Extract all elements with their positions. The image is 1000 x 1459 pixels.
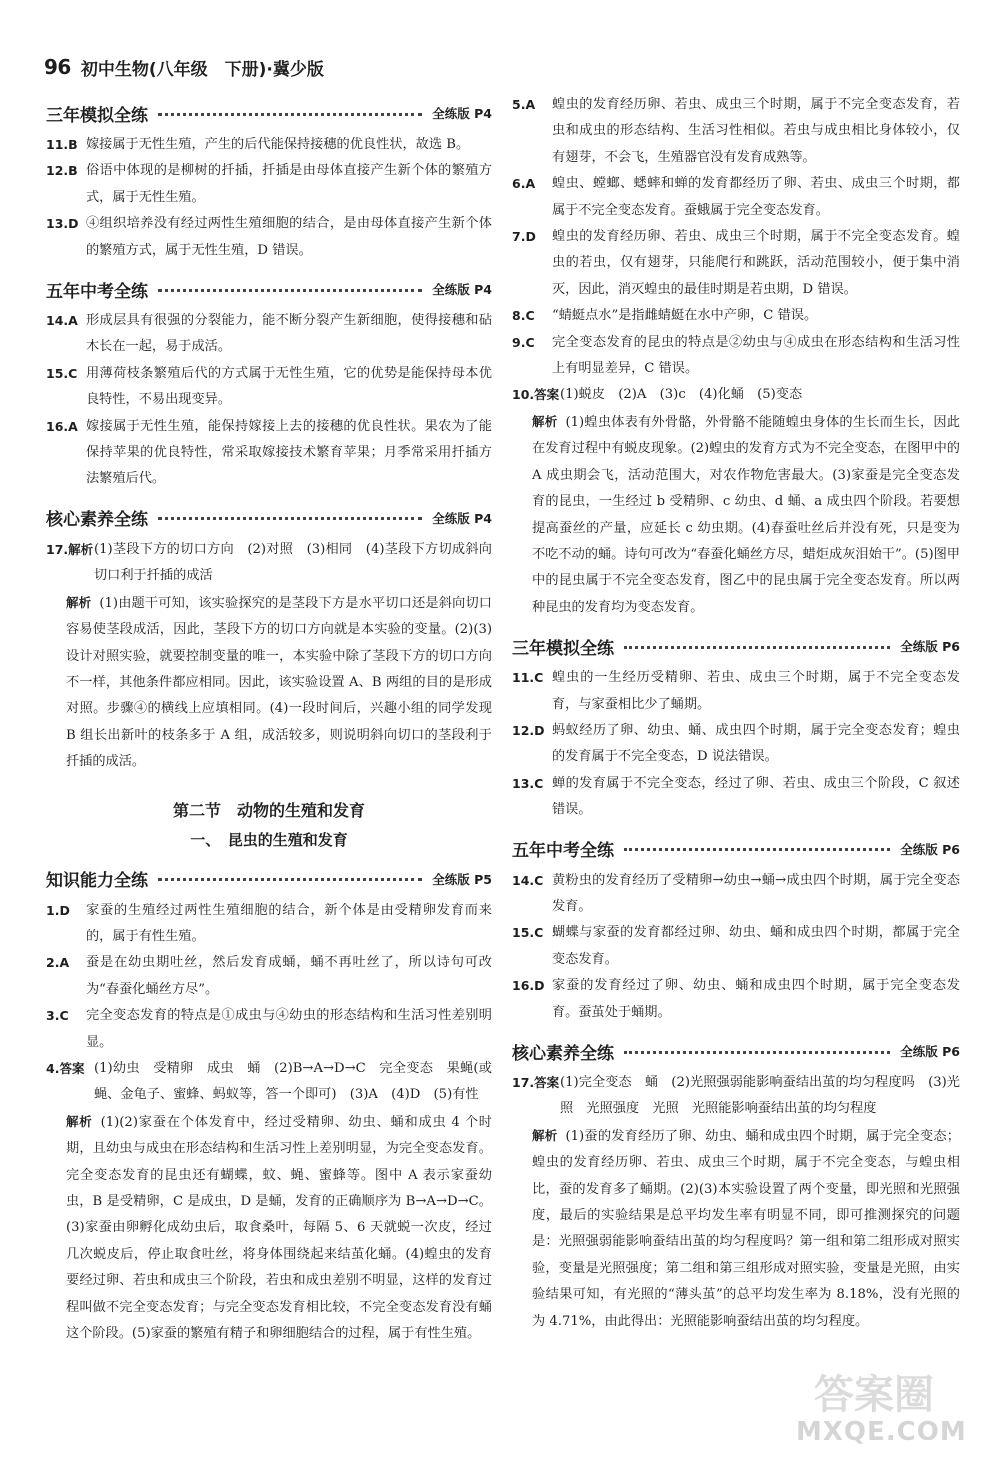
answer-item — [512, 92, 960, 171]
answer-item — [512, 868, 960, 921]
answer-item — [46, 537, 492, 590]
answer-item — [512, 330, 960, 383]
answer-text: 蝗虫的发育经历卵、若虫、成虫三个时期，属于不完全变态发育。蝗虫的若虫，仅有翅芽，只能爬行和跳跃，活动范围较小，便于集中消灭，因此，消灭蝗虫的最佳时期是若虫期，D 错误。 — [552, 229, 960, 297]
answer-text: (1)完全变态 蛹 (2)光照强弱能影响蚕结出茧的均匀程度吗 (3)光照 光照强度 光照 光照能影响蚕结出茧的均匀程度 — [560, 1075, 960, 1117]
analysis-label: 解析 — [66, 1113, 93, 1129]
chapter-title: 第二节 动物的生殖和发育 — [172, 800, 365, 820]
dotted-leader — [158, 878, 422, 881]
book-title: 初中生物(八年级 下册)·冀少版 — [80, 59, 324, 80]
answer-text: 用薄荷枝条繁殖后代的方式属于无性生殖，它的优势是能保持母本优良特性，不易出现变异。 — [86, 365, 492, 408]
dotted-leader — [624, 1051, 890, 1054]
analysis-text: (1)蚕的发育经历了卵、幼虫、蛹和成虫四个时期，属于完全变态；蝗虫的发育经历卵、若虫、成虫三个时期，属于不完全变态，与蝗虫相比，蚕的发育多了蛹期。(2)(3)本实验设置了两个变量，即光照和光照强度，最后的实验结果是总平均发生率有明显不同，即可推测探究的问题是：光照强弱能影响蚕结出茧的均匀程度吗？第一组和第二组形成对照实验，变量是光照强度；第二组和第三组形成对照实验，变量是光照，由实验结果可知，有光照的“薄头茧”的总平均发生率为 8.18%，没有光照的为 4.71%，由此得出：光照能影响蚕结出茧的均匀程度。 — [532, 1128, 960, 1329]
answer-text: 俗语中体现的是柳树的扦插，扦插是由母体直接产生新个体的繁殖方式，属于无性生殖。 — [86, 163, 492, 205]
answer-item — [46, 1003, 492, 1056]
answer-label: 16.A — [46, 418, 78, 434]
answer-label: 13.C — [512, 775, 544, 791]
section-page-tag: 全练版 P5 — [432, 871, 492, 887]
section-page-tag: 全练版 P6 — [900, 841, 960, 857]
answer-text: 家蚕的生殖经过两性生殖细胞的结合，新个体是由受精卵发育而来的，属于有性生殖。 — [86, 902, 492, 944]
section-page-tag: 全练版 P6 — [900, 1044, 960, 1059]
answer-text: 蝴蝶与家蚕的发育都经过卵、幼虫、蛹和成虫四个时期，都属于完全变态发育。 — [552, 925, 960, 967]
answer-item — [46, 950, 492, 1003]
section-title: 核心素养全练 — [46, 510, 148, 531]
answer-label: 16.D — [512, 978, 545, 994]
analysis-block — [46, 590, 492, 776]
answer-label: 5.A — [512, 97, 536, 112]
watermark-url: MXQE.COM — [796, 1417, 967, 1447]
answer-label: 6.A — [512, 176, 536, 192]
answer-text: 形成层具有很强的分裂能力，能不断分裂产生新细胞，使得接穗和砧木长在一起，易于成活。 — [86, 313, 492, 355]
watermark-logo — [796, 1363, 986, 1451]
answer-item — [512, 171, 960, 224]
answer-label: 15.C — [512, 925, 544, 941]
answer-item — [512, 973, 960, 1026]
dotted-leader — [624, 646, 890, 649]
answer-item — [512, 665, 960, 718]
answer-item — [46, 308, 492, 361]
answer-label: 17.解析 — [46, 541, 94, 557]
right-column — [512, 92, 960, 1335]
watermark-cn: 答案圈 — [814, 1372, 934, 1418]
analysis-label: 解析 — [532, 413, 558, 429]
answer-text: 完全变态发育的特点是①成虫与④幼虫的形态结构和生活习性差别明显。 — [86, 1008, 492, 1050]
answer-item — [512, 771, 960, 824]
section-title: 五年中考全练 — [512, 841, 614, 862]
section-header — [46, 274, 492, 304]
answer-label: 3.C — [46, 1008, 69, 1024]
answer-label: 17.答案 — [512, 1075, 560, 1090]
section-page-tag: 全练版 P6 — [900, 639, 960, 655]
answer-label: 10.答案 — [512, 387, 560, 403]
analysis-text: (1)蝗虫体表有外骨骼，外骨骼不能随蝗虫身体的生长而生长，因此在发育过程中有蜕皮现象。(2)蝗虫的发育方式为不完全变态，在图甲中的 A 成虫期会飞，活动范围大，对农作物危害最大。(3)家蚕是完全变态发育的昆虫，一生经过 b 受精卵、c 幼虫、d 蛹、a 成虫四个阶段。若要想提高蚕丝的产量，应延长 c 幼虫期。(4)春蚕吐丝后并没有死，只是变为不吃不动的蛹。诗句可改为“春蚕化蛹丝方尽，蜡炬成灰泪始干”。(5)图甲中的昆虫属于不完全变态发育，图乙中的昆虫属于完全变态发育。所以两种昆虫的发育均为变态发育。 — [532, 414, 960, 615]
answer-text: (1)幼虫 受精卵 成虫 蛹 (2)B→A→D→C 完全变态 果蝇(或蝇、金龟子、蜜蜂、蚂蚁等，答一个即可) (3)A (4)D (5)有性 — [94, 1060, 492, 1103]
answer-label: 1.D — [46, 902, 70, 918]
section-page-tag: 全练版 P4 — [432, 510, 492, 526]
section-page-tag: 全练版 P4 — [432, 106, 492, 121]
section-page-tag: 全练版 P4 — [432, 282, 492, 298]
section-header — [512, 631, 960, 661]
section-header — [46, 864, 492, 894]
page-header — [44, 52, 444, 82]
answer-item — [46, 158, 492, 211]
page-number: 96 — [44, 55, 71, 79]
analysis-text: (1)由题干可知，该实验探究的是茎段下方是水平切口还是斜向切口容易使茎段成活，因此，茎段下方的切口方向就是本实验的变量。(2)(3)设计对照实验，就要控制变量的唯一，本实验中除了茎段下方的切口方向不一样，其他条件都应相同。因此，该实验设置 A、B 两组的目的是形成对照。步骤④的横线上应填相同。(4)一段时间后，兴趣小组的同学发现 B 组长出新叶的枝条多于 A 组，成活较多，则说明斜向切口的茎段利于扦插的成活。 — [66, 595, 492, 770]
section-header — [46, 98, 492, 128]
answer-text: 蝗虫的一生经历受精卵、若虫、成虫三个时期，属于不完全变态发育，与家蚕相比少了蛹期。 — [552, 670, 960, 712]
dotted-leader — [624, 848, 890, 851]
answer-text: (1)蜕皮 (2)A (3)c (4)化蛹 (5)变态 — [560, 387, 803, 403]
answer-label: 14.A — [46, 313, 78, 329]
answer-label: 11.B — [46, 137, 78, 152]
answer-text: 蚂蚁经历了卵、幼虫、蛹、成虫四个时期，属于完全变态发育；蝗虫的发育属于不完全变态，D 说法错误。 — [552, 722, 960, 765]
answer-text: 完全变态发育的昆虫的特点是②幼虫与④成虫在形态结构和生活习性上有明显差异，C 错误。 — [552, 334, 960, 377]
answer-text: ④组织培养没有经过两性生殖细胞的结合，是由母体直接产生新个体的繁殖方式，属于无性生殖，D 错误。 — [86, 216, 492, 258]
answer-item — [46, 211, 492, 264]
section-title: 核心素养全练 — [512, 1043, 614, 1064]
answer-text: “蜻蜓点水”是指雌蜻蜓在水中产卵，C 错误。 — [552, 308, 818, 324]
answer-text: 家蚕的发育经过了卵、幼虫、蛹和成虫四个时期，属于完全变态发育。蚕茧处于蛹期。 — [552, 978, 960, 1020]
answer-text: 嫁接属于无性生殖，能保持嫁接上去的接穗的优良性状。果农为了能保持苹果的优良特性，常采取嫁接技术繁育苹果；月季常采用扦插方法繁殖后代。 — [86, 418, 492, 487]
subchapter-title: 一、 昆虫的生殖和发育 — [190, 830, 348, 849]
answer-label: 12.B — [46, 163, 78, 179]
answer-text: 蝗虫的发育经历卵、若虫、成虫三个时期，属于不完全变态发育，若虫和成虫的形态结构、生活习性相似。若虫与成虫相比身体较小，仅有翅芽，不会飞，生殖器官没有发育成熟等。 — [552, 97, 960, 165]
analysis-block — [512, 409, 960, 621]
answer-item — [46, 898, 492, 951]
section-header — [512, 834, 960, 864]
answer-text: 黄粉虫的发育经历了受精卵→幼虫→蛹→成虫四个时期，属于完全变态发育。 — [552, 872, 960, 914]
answer-item — [46, 1056, 492, 1109]
answer-item — [46, 414, 492, 493]
answer-label: 14.C — [512, 872, 544, 888]
answer-item — [512, 920, 960, 973]
analysis-block — [512, 1123, 960, 1335]
dotted-leader — [158, 517, 422, 520]
answer-label: 9.C — [512, 334, 535, 350]
section-title: 五年中考全练 — [46, 281, 148, 302]
section-title: 三年模拟全练 — [46, 105, 148, 126]
answer-label: 8.C — [512, 308, 535, 324]
dotted-leader — [158, 289, 422, 292]
section-title: 三年模拟全练 — [512, 638, 614, 659]
answer-label: 15.C — [46, 365, 78, 381]
answer-item — [512, 718, 960, 771]
dotted-leader — [158, 113, 422, 116]
section-header — [46, 503, 492, 533]
answer-item — [512, 382, 960, 408]
answer-label: 2.A — [46, 955, 70, 971]
analysis-text: (1)(2)家蚕在个体发育中，经过受精卵、幼虫、蛹和成虫 4 个时期，且幼虫与成虫在形态结构和生活习性上差别明显，为完全变态发育。完全变态发育的昆虫还有蝴蝶，蚊、蝇、蜜蜂等。图中 A 表示家蚕幼虫，B 是受精卵，C 是成虫，D 是蛹，发育的正确顺序为 B→A→D→C。(3)家蚕由卵孵化成幼虫后，取食桑叶，每隔 5、6 天就蜕一次皮，经过几次蜕皮后，停止取食吐丝，将身体围绕起来结茧化蛹。(4)蝗虫的发育要经过卵、若虫和成虫三个阶段，若虫和成虫差别不明显，这样的发育过程叫做不完全变态发育；与完全变态发育相比较，不完全变态发育没有蛹这个阶段。(5)家蚕的繁殖有精子和卵细胞结合的过程，属于有性生殖。 — [66, 1114, 492, 1342]
answer-item — [512, 303, 960, 329]
answer-text: 嫁接属于无性生殖，产生的后代能保持接穗的优良性状，故选 B。 — [86, 137, 470, 152]
answer-label: 12.D — [512, 722, 545, 738]
answer-text: 蝗虫、螳螂、蟋蟀和蝉的发育都经历了卵、若虫、成虫三个时期，都属于不完全变态发育。蚕蛾属于完全变态发育。 — [552, 176, 960, 218]
answer-label: 13.D — [46, 216, 79, 232]
answer-label: 11.C — [512, 670, 544, 686]
analysis-block — [46, 1109, 492, 1348]
analysis-label: 解析 — [66, 594, 92, 610]
analysis-label: 解析 — [532, 1127, 558, 1143]
answer-item — [512, 224, 960, 303]
section-header — [512, 1036, 960, 1066]
section-title: 知识能力全练 — [46, 871, 148, 892]
answer-text: 蚕是在幼虫期吐丝，然后发育成蛹，蛹不再吐丝了，所以诗句可改为“春蚕化蛹丝方尽”。 — [86, 955, 492, 997]
left-column — [46, 92, 492, 1347]
answer-item — [46, 361, 492, 414]
answer-text: (1)茎段下方的切口方向 (2)对照 (3)相同 (4)茎段下方切成斜向切口利于扦插的成活 — [94, 541, 492, 584]
answer-item — [512, 1070, 960, 1123]
answer-label: 4.答案 — [46, 1060, 85, 1076]
answer-item — [46, 132, 492, 158]
answer-text: 蝉的发育属于不完全变态，经过了卵、若虫、成虫三个阶段，C 叙述错误。 — [552, 775, 960, 818]
answer-label: 7.D — [512, 229, 536, 245]
